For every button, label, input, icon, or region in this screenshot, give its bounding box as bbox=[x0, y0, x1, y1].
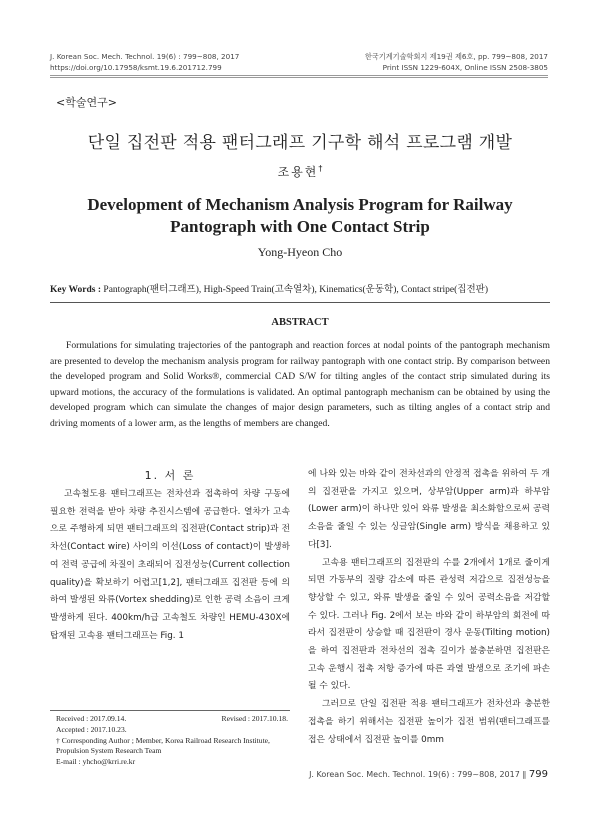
issn-info: Print ISSN 1229-604X, Online ISSN 2508-3805 bbox=[382, 63, 548, 72]
section-title-introduction: 1. 서 론 bbox=[144, 469, 196, 482]
left-column bbox=[50, 486, 290, 645]
received-date: Received : 2017.09.14. bbox=[56, 714, 127, 723]
header-rule bbox=[50, 75, 548, 76]
article-category: <학술연구> bbox=[56, 96, 117, 109]
title-korean: 단일 집전판 적용 팬터그래프 기구학 해석 프로그램 개발 bbox=[87, 133, 513, 153]
revised-date: Revised : 2017.10.18. bbox=[221, 714, 288, 723]
author-korean-name: 조용현 bbox=[277, 165, 319, 179]
author-korean bbox=[0, 163, 600, 180]
doi-link[interactable]: https://doi.org/10.17958/ksmt.19.6.201712.799 bbox=[50, 63, 222, 72]
keywords bbox=[50, 281, 550, 295]
journal-citation-header: J. Korean Soc. Mech. Technol. 19(6) : 799~808, 2017 bbox=[50, 52, 240, 61]
author-email[interactable]: E-mail : yhcho@krri.re.kr bbox=[56, 757, 136, 766]
accepted-date: Accepted : 2017.10.23. bbox=[56, 725, 127, 734]
keywords-rule bbox=[50, 302, 550, 303]
corresponding-author: † Corresponding Author ; Member, Korea Railroad Research Institute, Propulsion System Research Team bbox=[56, 736, 270, 755]
page-number: 799 bbox=[528, 769, 548, 780]
title-english-line1: Development of Mechanism Analysis Program for Railway bbox=[87, 195, 513, 214]
intro-paragraph-1: 고속철도용 팬터그래프는 전차선과 접촉하여 차량 구동에 필요한 전력을 받아 차량 추진시스템에 공급한다. 열차가 고속으로 주행하게 되면 팬터그래프의 집전판(Contact strip)과 전차선(Contact wire) 사이의 이선(Loss of contact)이 발생하여 전력 공급에 차질이 초래되어 집전성능(Current collection quality)을 확보하기 어렵고[1,2], 팬터그래프 집전판 등에 의하여 발생된 와류(Vortex shedding)로 인한 공력 소음이 크게 발생하게 된다. 400km/h급 고속철도 차량인 HEMU-430X에 탑재된 고속용 팬터그래프는 Fig. 1 bbox=[50, 489, 290, 641]
title-english bbox=[0, 194, 600, 238]
author-english: Yong-Hyeon Cho bbox=[257, 245, 343, 259]
intro-paragraph-2: 고속용 팬터그래프의 집전판의 수를 2개에서 1개로 줄이게 되면 가동부의 질량 감소에 따른 관성력 저감으로 집전성능을 향상할 수 있고, 와류 발생을 줄일 수 있어 공력소음을 저감할 수 있다. 그러나 Fig. 2에서 보는 바와 같이 하부암의 회전에 따라서 집전판이 상승할 때 집전판이 경사 운동(Tilting motion)을 하여 집전판과 전차선의 접촉 길이가 불충분하면 집전판은 고속 운행시 접촉 저항 증가에 따른 과열 발생으로 조기에 파손될 수 있다. bbox=[308, 557, 550, 692]
header-rule-2 bbox=[50, 77, 548, 78]
abstract-heading: ABSTRACT bbox=[271, 317, 329, 328]
footnote-dates bbox=[56, 714, 288, 724]
keywords-text: Pantograph(팬터그래프), High-Speed Train(고속열차), Kinematics(운동학), Contact stripe(집전판) bbox=[103, 285, 489, 295]
corresponding-mark: † bbox=[318, 164, 323, 173]
intro-paragraph-1-cont: 에 나와 있는 바와 같이 전차선과의 안정적 접촉을 위하여 두 개의 집전판을 가지고 있으며, 상부암(Upper arm)과 하부암(Lower arm)이 하나만 있어 와류 발생을 최소화함으로써 공력소음을 줄일 수 있는 싱글암(Single arm) 방식을 채용하고 있다[3]. bbox=[308, 469, 550, 550]
page-footer bbox=[309, 769, 548, 780]
keywords-label: Key Words : bbox=[50, 285, 102, 295]
footnote-rule bbox=[50, 710, 290, 711]
intro-paragraph-3: 그러므로 단일 집전판 적용 팬터그래프가 전차선과 충분한 접촉을 하기 위해서는 집전판 높이가 집전 범위(팬터그래프를 접은 상태에서 집전판 높이를 0mm bbox=[308, 699, 550, 745]
journal-citation-korean: 한국기계기술학회지 제19권 제6호, pp. 799~808, 2017 bbox=[364, 52, 548, 61]
right-column bbox=[308, 466, 550, 749]
abstract-text: Formulations for simulating trajectories of the pantograph and reaction forces at nodal points of the pantograph mechanism are presented to develop the mechanism analysis program for railway pantograph with one contact strip. By comparison between the developed program and Solid Works®, commercial CAD S/W for tilting angles of the contact strip simulated during its upward motions, the accuracy of the formulations is validated. An optimal pantograph mechanism can be obtained by using the developed program which can simulate the changes of major design parameters, such as tilting angles of a contact strip and driving moments of a lower arm, as the lengths of members are changed. bbox=[50, 340, 550, 429]
title-english-line2: Pantograph with One Contact Strip bbox=[170, 217, 430, 236]
footer-citation: J. Korean Soc. Mech. Technol. 19(6) : 799~808, 2017 ∥ bbox=[309, 770, 527, 779]
